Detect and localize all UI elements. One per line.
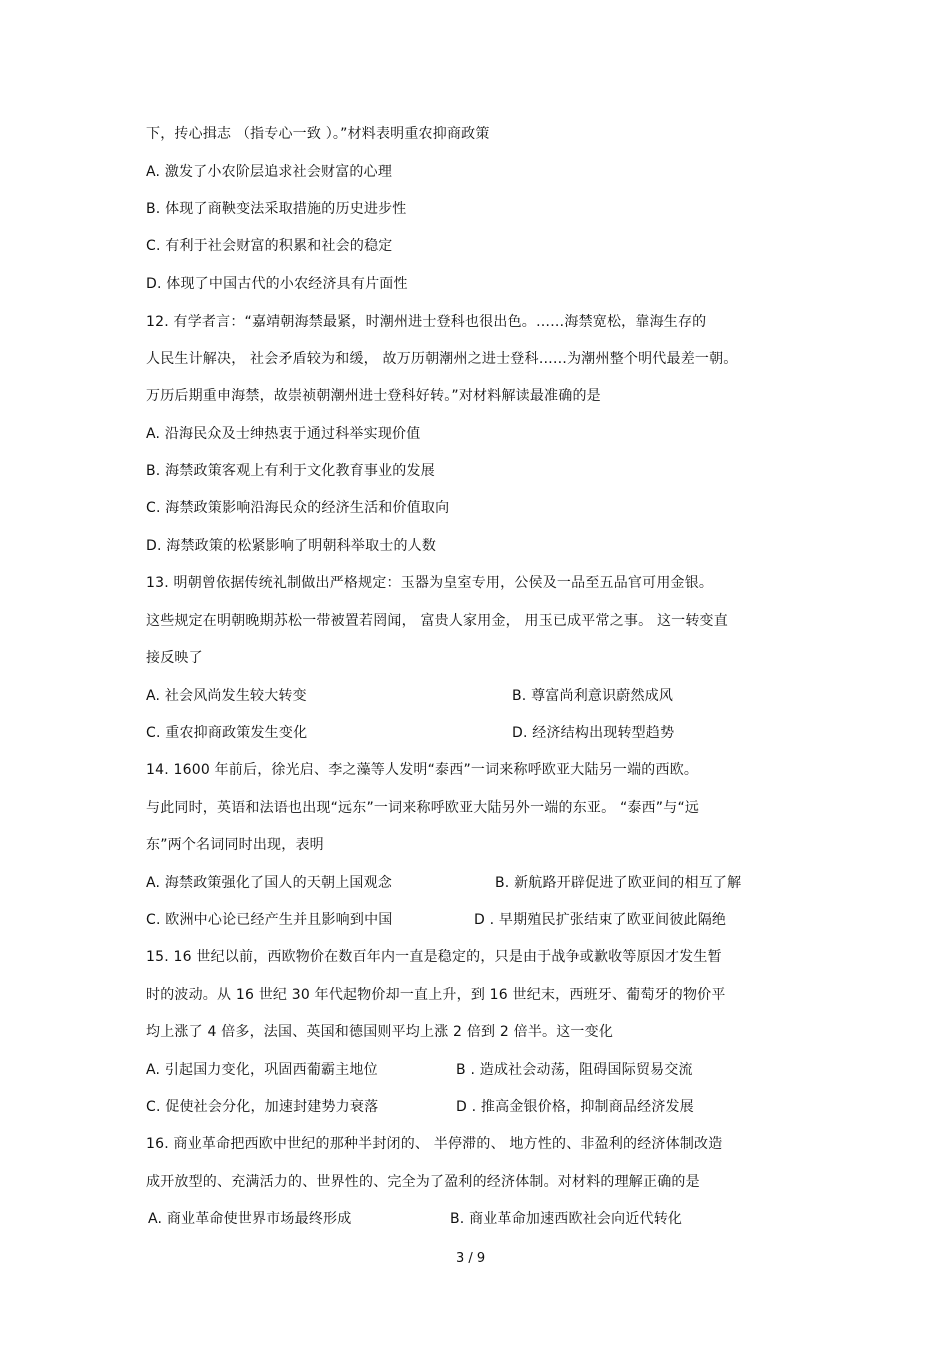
q13-option-a: A. 社会风尚发生较大转变 bbox=[146, 688, 307, 704]
q15-option-a: A. 引起国力变化，巩固西葡霸主地位 bbox=[146, 1062, 378, 1078]
q13-option-c: C. 重农抑商政策发生变化 bbox=[146, 725, 308, 741]
q15-option-d: D . 推高金银价格，抑制商品经济发展 bbox=[456, 1099, 694, 1115]
q14-stem-line-2: 与此同时，英语和法语也出现“远东”一词来称呼欧亚大陆另外一端的东亚。 “泰西”与“远 bbox=[146, 800, 700, 816]
q16-option-a: A. 商业革命使世界市场最终形成 bbox=[148, 1211, 352, 1227]
q13-stem-line-1: 13. 明朝曾依据传统礼制做出严格规定：玉器为皇室专用，公侯及一品至五品官可用金银。 bbox=[146, 575, 714, 591]
q11-option-b: B. 体现了商鞅变法采取措施的历史进步性 bbox=[146, 201, 407, 217]
q12-option-d: D. 海禁政策的松紧影响了明朝科举取士的人数 bbox=[146, 538, 437, 554]
q11-option-c: C. 有利于社会财富的积累和社会的稳定 bbox=[146, 238, 393, 254]
q13-stem-line-3: 接反映了 bbox=[146, 650, 203, 666]
q11-option-a: A. 激发了小农阶层追求社会财富的心理 bbox=[146, 164, 393, 180]
page-number: 3 / 9 bbox=[456, 1251, 486, 1266]
q13-option-b: B. 尊富尚利意识蔚然成风 bbox=[512, 688, 674, 704]
q14-option-c: C. 欧洲中心论已经产生并且影响到中国 bbox=[146, 912, 393, 928]
q15-option-c: C. 促使社会分化，加速封建势力衰落 bbox=[146, 1099, 379, 1115]
q14-stem-line-1: 14. 1600 年前后，徐光启、李之藻等人发明“泰西”一词来称呼欧亚大陆另一端的西欧。 bbox=[146, 762, 699, 778]
q12-option-b: B. 海禁政策客观上有利于文化教育事业的发展 bbox=[146, 463, 435, 479]
q12-stem-line-1: 12. 有学者言：“嘉靖朝海禁最紧，时潮州进士登科也很出色。……海禁宽松，靠海生存的 bbox=[146, 314, 707, 330]
q11-stem-end: 下，抟心揖志 （指专心一致 ）。”材料表明重农抑商政策 bbox=[146, 126, 490, 142]
q12-option-c: C. 海禁政策影响沿海民众的经济生活和价值取向 bbox=[146, 500, 450, 516]
q14-option-b: B. 新航路开辟促进了欧亚间的相互了解 bbox=[495, 875, 742, 891]
q15-stem-line-1: 15. 16 世纪以前，西欧物价在数百年内一直是稳定的，只是由于战争或歉收等原因才发生暂 bbox=[146, 949, 722, 965]
q13-stem-line-2: 这些规定在明朝晚期苏松一带被置若罔闻， 富贵人家用金， 用玉已成平常之事。 这一转变直 bbox=[146, 613, 728, 629]
q16-stem-line-2: 成开放型的、充满活力的、世界性的、完全为了盈利的经济体制。对材料的理解正确的是 bbox=[146, 1174, 700, 1190]
q16-option-b: B. 商业革命加速西欧社会向近代转化 bbox=[450, 1211, 683, 1227]
q13-option-d: D. 经济结构出现转型趋势 bbox=[512, 725, 675, 741]
q12-option-a: A. 沿海民众及士绅热衷于通过科举实现价值 bbox=[146, 426, 421, 442]
q14-stem-line-3: 东”两个名词同时出现，表明 bbox=[146, 837, 324, 853]
q15-stem-line-3: 均上涨了 4 倍多，法国、英国和德国则平均上涨 2 倍到 2 倍半。这一变化 bbox=[146, 1024, 614, 1040]
q15-stem-line-2: 时的波动。从 16 世纪 30 年代起物价却一直上升，到 16 世纪末，西班牙、葡萄牙的物价平 bbox=[146, 987, 726, 1003]
q14-option-d: D . 早期殖民扩张结束了欧亚间彼此隔绝 bbox=[474, 912, 727, 928]
q11-option-d: D. 体现了中国古代的小农经济具有片面性 bbox=[146, 276, 408, 292]
q12-stem-line-3: 万历后期重申海禁，故崇祯朝潮州进士登科好转。”对材料解读最准确的是 bbox=[146, 388, 601, 404]
q14-option-a: A. 海禁政策强化了国人的天朝上国观念 bbox=[146, 875, 393, 891]
q16-stem-line-1: 16. 商业革命把西欧中世纪的那种半封闭的、 半停滞的、 地方性的、非盈利的经济体制改造 bbox=[146, 1136, 723, 1152]
q15-option-b: B . 造成社会动荡，阻碍国际贸易交流 bbox=[456, 1062, 693, 1078]
q12-stem-line-2: 人民生计解决， 社会矛盾较为和缓， 故万历朝潮州之进士登科……为潮州整个明代最差一朝。 bbox=[146, 351, 738, 367]
